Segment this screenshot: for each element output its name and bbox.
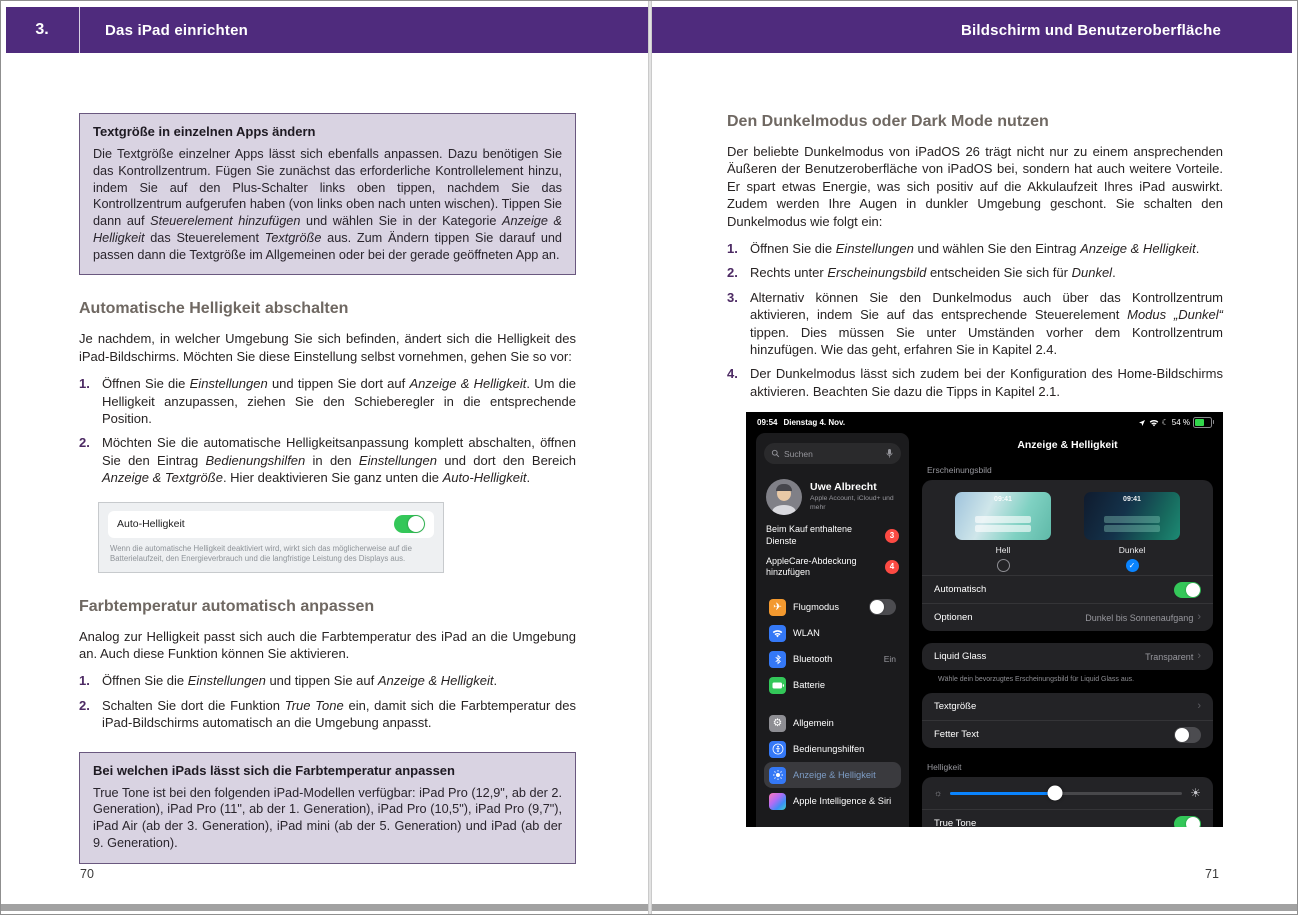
- info-box-title: Bei welchen iPads lässt sich die Farbtemperatur anpassen: [93, 762, 455, 778]
- list-number: 1.: [727, 241, 738, 257]
- sun-bright-icon: ☀: [1190, 786, 1201, 801]
- row-label: Fetter Text: [934, 729, 979, 741]
- sidebar-item-batterie[interactable]: [764, 672, 901, 698]
- list-item: [727, 240, 1223, 257]
- search-input[interactable]: [764, 443, 901, 464]
- page-gutter: [648, 1, 652, 914]
- wifi-icon: [1149, 419, 1159, 427]
- battery-icon: [769, 677, 786, 694]
- brightness-card: [922, 777, 1213, 827]
- sidebar-item-label: AppleCare-Abdeckung hinzufügen: [766, 555, 857, 578]
- screenshot-ipad-settings: [746, 412, 1223, 827]
- battery-percent: 54 %: [1171, 418, 1190, 428]
- paragraph: Der beliebte Dunkelmodus von iPadOS 26 trägt nicht nur zu einem ansprechenden Äußeren der Benutzeroberfläche von iPadOS bei, sondern hat auch weitere Vorteile. Er spart etwas Energie, was sich positiv auf die Akkulaufzeit Ihres iPad auswirkt. Zudem werden Ihre Augen in dunkler Umgebung geschont. Sie schalten den Dunkelmodus wie folgt ein:: [727, 144, 1223, 229]
- sidebar-item-label: Bluetooth: [793, 654, 833, 665]
- apple-account-row[interactable]: [766, 479, 899, 515]
- chevron-right-icon: ›: [1197, 611, 1201, 624]
- search-icon: [771, 449, 780, 458]
- status-time: 09:54: [757, 418, 778, 428]
- sidebar-item-label: Batterie: [793, 680, 826, 691]
- info-box-title: Textgröße in einzelnen Apps ändern: [93, 124, 316, 139]
- sidebar-item-applecare[interactable]: [766, 556, 899, 579]
- list-item: [79, 434, 576, 486]
- auto-brightness-toggle[interactable]: [394, 515, 425, 533]
- auto-brightness-caption: Wenn die automatische Helligkeit deaktiviert wird, wirkt sich das möglicherweise auf die Batterielaufzeit, den Energieverbrauch und die langfristige Leistung des Displays aus.: [110, 543, 412, 564]
- page-number-left: 70: [80, 867, 94, 881]
- sidebar-item-label: Flugmodus: [793, 602, 839, 613]
- siri-icon: [769, 793, 786, 810]
- ipad-settings-main: [922, 433, 1213, 827]
- row-label: Textgröße: [934, 701, 977, 713]
- truetone-row[interactable]: [922, 809, 1213, 827]
- automatic-toggle[interactable]: [1174, 582, 1201, 598]
- left-page-content: [79, 113, 576, 864]
- chapter-number: 3.: [35, 21, 49, 38]
- list-number: 2.: [79, 435, 90, 451]
- preview-label: Hell: [995, 545, 1011, 556]
- sidebar-item-bluetooth[interactable]: [764, 646, 901, 672]
- brightness-slider[interactable]: [950, 792, 1182, 795]
- row-label: Automatisch: [934, 584, 987, 596]
- paragraph: Analog zur Helligkeit passt sich auch die Farbtemperatur des iPad an die Umgebung an. Auch diese Funktion können Sie aktivieren.: [79, 628, 576, 662]
- chapter-title: Das iPad einrichten: [105, 21, 249, 39]
- accessibility-icon: [769, 741, 786, 758]
- toggle-knob: [408, 516, 424, 532]
- textsize-row[interactable]: [922, 693, 1213, 720]
- info-box-body: Die Textgröße einzelner Apps lässt sich ebenfalls anpassen. Dazu benötigen Sie das Kontrollzentrum. Fügen Sie zunächst das erforderliche Kontrollelement hinzu, indem Sie auf den Plus-Schalter links oben tippen, nachdem Sie das Kontrollzentrum aufgerufen haben (von links oben nach unten wischen). Tippen Sie dann auf Steuerelement hinzufügen und wählen Sie in der Kategorie Anzeige & Helligkeit das Steuerelement Textgröße aus. Zum Ändern tippen Sie darauf und passen dann die Textgröße im Allgemeinen oder bei der gerade geöffneten App an.: [93, 147, 562, 262]
- location-icon: [1138, 419, 1146, 427]
- preview-clock: 09:41: [1123, 496, 1141, 504]
- settings-pane-title: Anzeige & Helligkeit: [1017, 439, 1118, 452]
- appearance-option-light[interactable]: [955, 492, 1051, 572]
- list-text: Alternativ können Sie den Dunkelmodus auch über das Kontrollzentrum aktivieren, indem Sie auf das entsprechende Steuerelement Modus „Dunkel“ tippen. Dies müssen Sie unter Umständen vorher dem Kontrollzentrum hinzufügen. Wie das geht, erfahren Sie in Kapitel 2.4.: [750, 289, 1223, 358]
- status-date: Dienstag 4. Nov.: [783, 418, 846, 428]
- bold-text-row[interactable]: [922, 720, 1213, 748]
- wifi-icon: [769, 625, 786, 642]
- truetone-toggle[interactable]: [1174, 816, 1201, 828]
- airplane-icon: ✈: [769, 599, 786, 616]
- screenshot-auto-brightness: [98, 502, 444, 573]
- sidebar-item-label: Allgemein: [793, 718, 834, 729]
- list-text: Öffnen Sie die Einstellungen und tippen Sie dort auf Anzeige & Helligkeit. Um die Helligkeit anzupassen, ziehen Sie den Schieberegler in die entsprechende Position.: [102, 376, 577, 426]
- liquid-glass-card: [922, 643, 1213, 670]
- chevron-right-icon: ›: [1197, 650, 1201, 663]
- sun-dim-icon: ☼: [934, 788, 943, 799]
- row-label: Liquid Glass: [934, 651, 987, 663]
- section-heading-auto-brightness: Automatische Helligkeit abschalten: [79, 300, 349, 318]
- light-mode-preview: [955, 492, 1051, 540]
- dark-mode-preview: [1084, 492, 1180, 540]
- list-text: Rechts unter Erscheinungsbild entscheiden Sie sich für Dunkel.: [750, 265, 1116, 281]
- list-number: 2.: [727, 265, 738, 281]
- row-label: True Tone: [934, 818, 977, 828]
- sidebar-item-label: Apple Intelligence & Siri: [793, 796, 892, 807]
- list-text: Möchten Sie die automatische Helligkeitsanpassung komplett abschalten, öffnen Sie den Eintrag Bedienungshilfen in den Einstellungen und dort den Bereich Anzeige & Textgröße. Hier deaktivieren Sie ganz unten die Auto-Helligkeit.: [102, 435, 576, 486]
- brightness-slider-row: [922, 777, 1213, 809]
- list-text: Öffnen Sie die Einstellungen und wählen Sie den Eintrag Anzeige & Helligkeit.: [750, 241, 1200, 257]
- bluetooth-status: Ein: [883, 654, 896, 665]
- sidebar-item-label: Beim Kauf enthaltene Dienste: [766, 524, 853, 546]
- options-row[interactable]: [922, 603, 1213, 631]
- list-item: [727, 264, 1223, 281]
- list-text: Schalten Sie dort die Funktion True Tone ein, damit sich die Farbtemperatur des iPad-Bildschirms automatisch an die Umgebung anpasst.: [102, 697, 576, 731]
- bold-text-toggle[interactable]: [1174, 727, 1201, 743]
- list-text: Öffnen Sie die Einstellungen und tippen Sie auf Anzeige & Helligkeit.: [102, 673, 498, 689]
- list-item: [79, 672, 576, 689]
- notification-badge: 3: [885, 529, 899, 543]
- microphone-icon[interactable]: [885, 448, 894, 459]
- sidebar-item-bedienungshilfen[interactable]: [764, 736, 901, 762]
- info-box-models: [79, 752, 576, 864]
- section-running-title: Bildschirm und Benutzeroberfläche: [961, 21, 1221, 39]
- sidebar-item-allgemein[interactable]: [764, 710, 901, 736]
- liquid-glass-caption: Wähle dein bevorzugtes Erscheinungsbild für Liquid Glass aus.: [938, 676, 1135, 684]
- list-number: 1.: [79, 673, 90, 689]
- list-number: 2.: [79, 697, 90, 713]
- moon-icon: ☾: [1161, 418, 1169, 428]
- appearance-option-dark[interactable]: [1084, 492, 1180, 572]
- sidebar-item-wlan[interactable]: [764, 620, 901, 646]
- info-box-body: True Tone ist bei den folgenden iPad-Modellen verfügbar: iPad Pro (12,9", ab der 2. Generation), iPad Pro (11", ab der 1. Generation), iPad Pro (10,5"), iPad Pro (9,7"), iPad Air (ab der 3. Generation), iPad mini (ab der 5. Generation) und iPad (ab der 9. Generation).: [93, 785, 562, 850]
- ipad-settings-sidebar: [756, 433, 909, 827]
- list-text: Der Dunkelmodus lässt sich zudem bei der Konfiguration des Home-Bildschirms aktivieren. Beachten Sie dazu die Tipps in Kapitel 2.1.: [750, 366, 1223, 399]
- liquid-glass-row[interactable]: [922, 643, 1213, 670]
- light-mode-radio[interactable]: [997, 559, 1010, 572]
- row-value: Transparent: [1145, 651, 1194, 662]
- gear-icon: ⚙: [769, 715, 786, 732]
- info-box-textsize: [79, 113, 576, 275]
- auto-brightness-label: Auto-Helligkeit: [117, 518, 185, 531]
- right-page-content: [727, 113, 1223, 827]
- battery-icon: [1193, 417, 1212, 428]
- sidebar-item-label: WLAN: [793, 628, 820, 639]
- paragraph: Je nachdem, in welcher Umgebung Sie sich befinden, ändert sich die Helligkeit des iPad-Bildschirms. Möchten Sie diese Einstellung selbst vornehmen, gehen Sie so vor:: [79, 331, 576, 364]
- sidebar-item-label: Bedienungshilfen: [793, 744, 865, 755]
- avatar: [766, 479, 802, 515]
- appearance-card: [922, 480, 1213, 631]
- list-item: [79, 697, 576, 732]
- header-divider: [79, 7, 80, 53]
- notification-badge: 4: [885, 560, 899, 574]
- chevron-right-icon: ›: [1197, 700, 1201, 713]
- sidebar-item-anzeige-helligkeit[interactable]: [764, 762, 901, 788]
- profile-subtitle: Apple Account, iCloud+ und mehr: [810, 495, 894, 512]
- row-value: Dunkel bis Sonnenaufgang: [1085, 612, 1194, 623]
- profile-name: Uwe Albrecht: [810, 481, 877, 494]
- appearance-group-label: Erscheinungsbild: [927, 465, 992, 476]
- auto-brightness-row: [108, 511, 434, 538]
- text-card: [922, 693, 1213, 748]
- settings-menu: [764, 594, 901, 814]
- section-heading-truetone: Farbtemperatur automatisch anpassen: [79, 597, 375, 615]
- flugmodus-toggle[interactable]: [869, 599, 896, 615]
- sidebar-item-flugmodus[interactable]: [764, 594, 901, 620]
- ipad-status-bar: [746, 412, 1223, 433]
- bluetooth-icon: [769, 651, 786, 668]
- sidebar-item-purchased-services[interactable]: [766, 524, 899, 547]
- brightness-icon: [769, 767, 786, 784]
- page-number-right: 71: [1205, 867, 1219, 881]
- automatic-row[interactable]: [922, 575, 1213, 603]
- sidebar-item-apple-intelligence-siri[interactable]: [764, 788, 901, 814]
- search-placeholder: Suchen: [784, 448, 813, 459]
- preview-clock: 09:41: [994, 496, 1012, 504]
- slider-knob[interactable]: [1047, 786, 1062, 801]
- list-number: 1.: [79, 376, 90, 392]
- list-number: 3.: [727, 289, 738, 305]
- sidebar-item-label: Anzeige & Helligkeit: [793, 770, 876, 781]
- row-label: Optionen: [934, 612, 973, 624]
- list-number: 4.: [727, 366, 738, 382]
- list-item: [727, 289, 1223, 359]
- list-item: [79, 375, 576, 427]
- dark-mode-radio[interactable]: ✓: [1126, 559, 1139, 572]
- list-item: [727, 365, 1223, 400]
- brightness-group-label: Helligkeit: [927, 762, 962, 773]
- preview-label: Dunkel: [1118, 545, 1146, 556]
- section-heading-darkmode: Den Dunkelmodus oder Dark Mode nutzen: [727, 113, 1049, 130]
